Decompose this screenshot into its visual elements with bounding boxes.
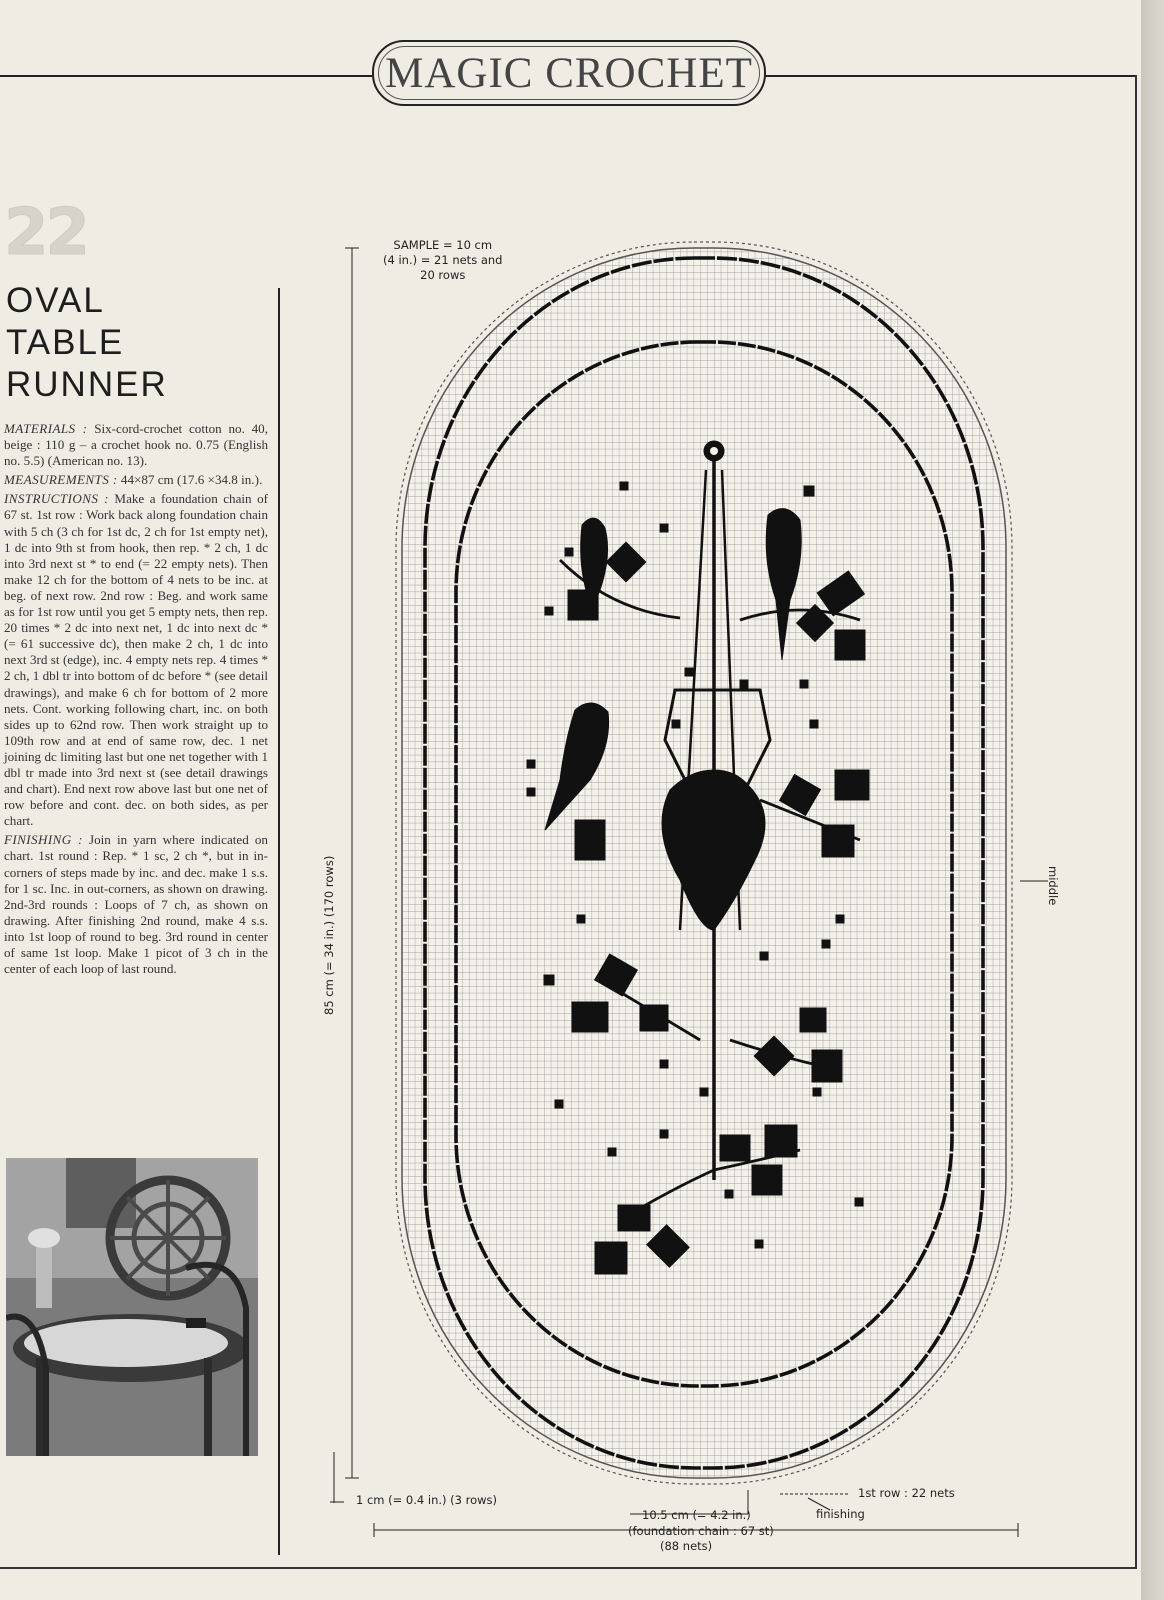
title-line-2: TABLE (6, 323, 125, 362)
sample-line-3: 20 rows (420, 268, 466, 282)
title-line-1: OVAL (6, 281, 105, 320)
materials-text: Six-cord-crochet cotton no. 40, beige : 110 g – a crochet hook no. 0.75 (English no. 5.5) (American no. 13). (4, 421, 269, 469)
sample-line-2: (4 in.) = 21 nets and (383, 253, 503, 267)
middle-marker-label: middle (1046, 866, 1060, 906)
instructions-body: Make a foundation chain of 67 st. 1st row : Work back along foundation chain with 5 ch (3 ch for 1st dc, 2 ch for 1st empty net), 1 dc into 9th st from hook, then rep. * 2 ch, 1 dc into 3rd next st * to end (= 22 empty nets). Then make 12 ch for the bottom of 4 nets to be inc. at beg. of next row. 2nd row : Beg. and work same as for 1st row until you get 5 empty nets, then rep. 20 times * 2 dc into next net, 1 dc into next dc * (= 61 successive dc), then make 2 ch, 1 dc into next 3rd st (edge), inc. 4 empty nets rep. 4 times * 2 ch, 1 dbl tr into bottom of dc before * (see detail drawings), and make 6 ch for bottom of 2 more nets. Cont. working following chart, inc. on both sides up to 62nd row. Then work straight up to 109th row and at end of same row, dec. 1 net joining dc limiting last but one net together with 1 dbl tr made into 3rd next st (see detail drawings and chart). End next row above last but one net of row before and cont. dec. on both sides, as per chart. (4, 491, 268, 829)
edge-rows-label: 1 cm (= 0.4 in.) (3 rows) (356, 1493, 498, 1507)
finishing-label: FINISHING : (4, 832, 83, 848)
finishing-text: Join in yarn where indicated on chart. 1st round : Rep. * 1 sc, 2 ch *, but in in-corners of steps made by inc. and dec. make 1 s.s. for 1 sc. Inc. in out-corners, as shown on drawing. 2nd-3rd rounds : Loops of 7 ch, as shown on drawing. After finishing 2nd round, make 4 s.s. into 1st loop of round to beg. 3rd round in center of same 1st loop. Make 1 picot of 3 ch in the center of each loop of last round. (4, 832, 268, 977)
finishing-marker-label: finishing (816, 1507, 865, 1521)
width-dimension-label: 10.5 cm (= 4.2 in.) (642, 1508, 751, 1522)
materials-label: MATERIALS : (4, 421, 88, 436)
sample-gauge-note (383, 238, 502, 283)
foundation-chain-label: (foundation chain : 67 st) (628, 1524, 774, 1538)
brand-title: MAGIC CROCHET (385, 49, 753, 97)
nets-count-label: (88 nets) (660, 1539, 713, 1553)
measurements-label: MEASUREMENTS : (4, 472, 118, 488)
pattern-number: 22 (4, 196, 88, 270)
first-row-label: 1st row : 22 nets (858, 1486, 955, 1500)
height-dimension-label: 85 cm (= 34 in.) (170 rows) (322, 855, 336, 1015)
instructions-label: INSTRUCTIONS : (4, 491, 109, 507)
sample-line-1: SAMPLE = 10 cm (393, 238, 493, 252)
measurements-text: 44×87 cm (17.6 ×34.8 in.). (120, 472, 263, 488)
title-line-3: RUNNER (6, 365, 168, 404)
